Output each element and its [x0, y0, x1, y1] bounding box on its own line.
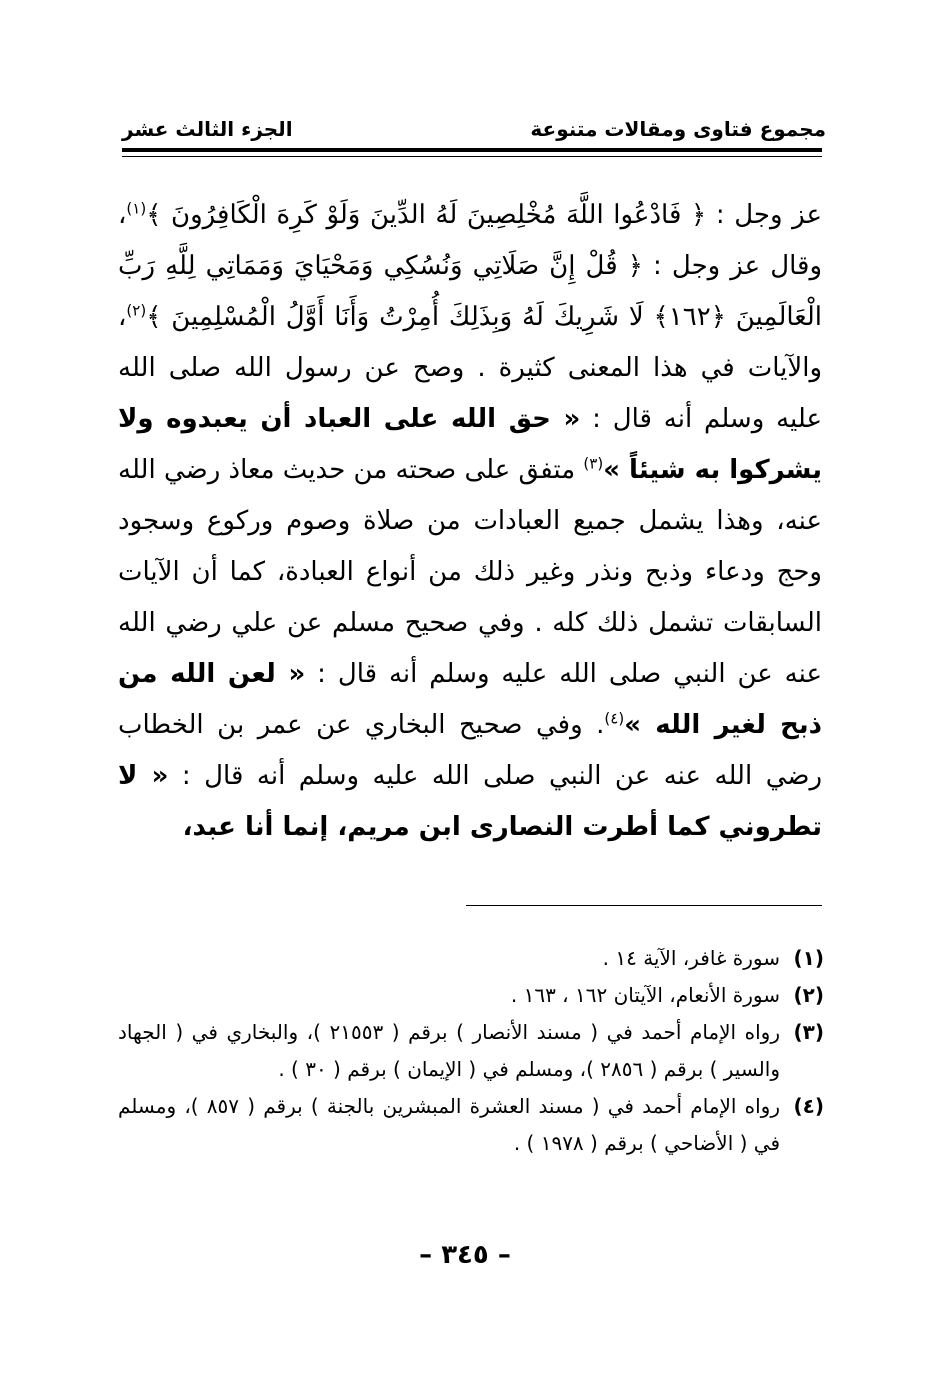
- header-rule-thin: [122, 156, 822, 157]
- quran-verse-1: ﴿ فَادْعُوا اللَّهَ مُخْلِصِينَ لَهُ الدِّينَ وَلَوْ كَرِهَ الْكَافِرُونَ ﴾: [146, 200, 707, 230]
- footnote-item: [118, 1014, 824, 1088]
- footnote-ref-2[interactable]: (٢): [126, 301, 147, 320]
- text-segment: عز وجل :: [706, 200, 823, 230]
- footnote-text: سورة غافر، الآية ١٤ .: [602, 946, 780, 970]
- footnote-ref-4[interactable]: (٤): [604, 709, 625, 728]
- text-segment: . وفي صحيح البخاري عن عمر بن الخطاب رضي الله عنه عن النبي صلى الله عليه وسلم أنه قال :: [118, 710, 822, 791]
- footnote-number: (١): [793, 946, 824, 970]
- footnote-item: [118, 977, 824, 1014]
- quran-verse-2: ﴿ قُلْ إِنَّ صَلَاتِي وَنُسُكِي وَمَحْيَايَ وَمَمَاتِي لِلَّهِ رَبِّ الْعَالَمِينَ ﴿١٦٢﴾ لَا شَرِيكَ لَهُ وَبِذَلِكَ أُمِرْتُ وَأَنَا أَوَّلُ الْمُسْلِمِينَ ﴾: [118, 251, 822, 332]
- footnote-item: [118, 1088, 824, 1162]
- footnote-number: (٣): [793, 1020, 824, 1044]
- hadith-quote-2: « لعن الله من ذبح لغير الله »: [118, 659, 822, 740]
- footnote-item: [118, 940, 824, 977]
- footnote-number: (٤): [793, 1094, 824, 1118]
- header-rule-thick: [122, 148, 822, 152]
- footnote-text: رواه الإمام أحمد في ( مسند العشرة المبشرين بالجنة ) برقم ( ٨٥٧ )، ومسلم في ( الأضاحي ) برقم ( ١٩٧٨ ) .: [118, 1094, 781, 1155]
- hadith-quote-3: « لا تطروني كما أطرت النصارى ابن مريم، إنما أنا عبد،: [118, 761, 822, 842]
- text-segment: ، والآيات في هذا المعنى كثيرة . وصح عن رسول الله صلى الله عليه وسلم أنه قال :: [118, 302, 822, 434]
- footnote-separator: [466, 905, 822, 906]
- running-header-volume: الجزء الثالث عشر: [122, 117, 293, 141]
- footnote-text: رواه الإمام أحمد في ( مسند الأنصار ) برقم ( ٢١٥٥٣ )، والبخاري في ( الجهاد والسير ) برقم ( ٢٨٥٦ )، ومسلم في ( الإيمان ) برقم ( ٣٠ ) .: [118, 1020, 780, 1081]
- running-header-title: مجموع فتاوى ومقالات متنوعة: [530, 117, 826, 141]
- footnotes: [118, 940, 824, 1162]
- page-number: – ٣٤٥ –: [419, 1240, 511, 1270]
- footnote-ref-1[interactable]: (١): [126, 199, 147, 218]
- text-segment: ، وقال عز وجل :: [118, 200, 823, 281]
- hadith-quote-1: « حق الله على العباد أن يعبدوه ولا يشركوا به شيئاً »: [118, 404, 822, 485]
- footnote-number: (٢): [793, 983, 824, 1007]
- main-text: [118, 190, 822, 853]
- text-segment: متفق على صحته من حديث معاذ رضي الله عنه، وهذا يشمل جميع العبادات من صلاة وصوم وركوع وسجود وحج ودعاء وذبح ونذر وغير ذلك من أنواع العبادة، كما أن الآيات السابقات تشمل ذلك كله . وفي صحيح مسلم عن علي رضي الله عنه عن النبي صلى الله عليه وسلم أنه قال :: [118, 455, 822, 689]
- footnote-text: سورة الأنعام، الآيتان ١٦٢ ، ١٦٣ .: [510, 983, 780, 1007]
- footnote-ref-3[interactable]: (٣): [583, 454, 604, 473]
